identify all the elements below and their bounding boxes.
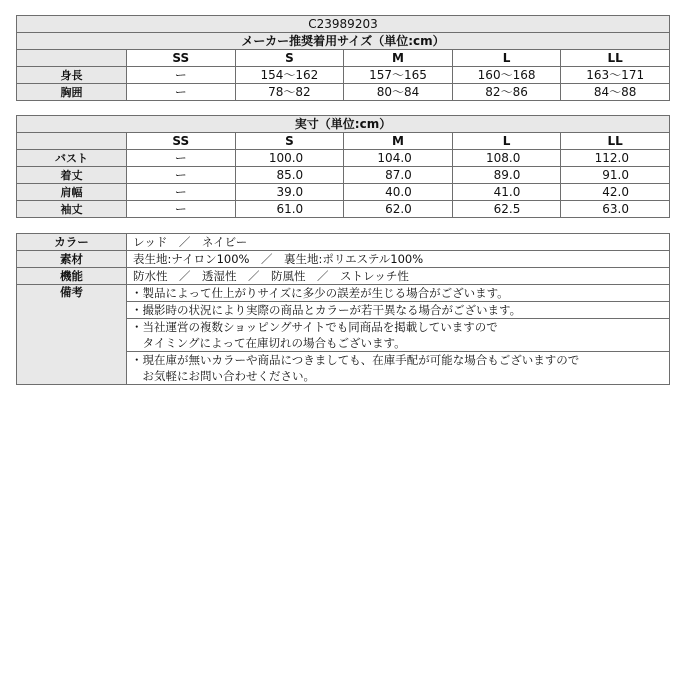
note-item bbox=[127, 352, 670, 385]
function-value: 防水性 ／ 透湿性 ／ 防風性 ／ ストレッチ性 bbox=[127, 268, 670, 285]
note-line: ・撮影時の状況により実際の商品とカラーが若干異なる場合がございます。 bbox=[131, 303, 522, 317]
note-item bbox=[127, 319, 670, 352]
table-cell: 87.0 bbox=[344, 167, 453, 184]
note-item bbox=[127, 285, 670, 302]
size-header: L bbox=[452, 133, 561, 150]
table-row bbox=[17, 150, 670, 167]
table-cell: 42.0 bbox=[561, 184, 670, 201]
size-header: LL bbox=[561, 50, 670, 67]
table-cell: 62.0 bbox=[344, 201, 453, 218]
detail-row-material bbox=[17, 251, 670, 268]
table-cell: 80〜84 bbox=[344, 84, 453, 101]
size-header: L bbox=[452, 50, 561, 67]
table-cell: ー bbox=[127, 184, 236, 201]
table-cell: 62.5 bbox=[452, 201, 561, 218]
table-cell: ー bbox=[127, 67, 236, 84]
recommended-size-table bbox=[16, 15, 670, 101]
recommended-title: メーカー推奨着用サイズ（単位:cm） bbox=[17, 33, 670, 50]
table-cell: 89.0 bbox=[452, 167, 561, 184]
color-value: レッド ／ ネイビー bbox=[127, 234, 670, 251]
row-label-height: 身長 bbox=[17, 67, 127, 84]
actual-title: 実寸（単位:cm） bbox=[17, 116, 670, 133]
table-cell: 154〜162 bbox=[235, 67, 344, 84]
material-label: 素材 bbox=[17, 251, 127, 268]
size-header: LL bbox=[561, 133, 670, 150]
size-header-row bbox=[17, 50, 670, 67]
table-cell: ー bbox=[127, 84, 236, 101]
note-line: お気軽にお問い合わせください。 bbox=[131, 369, 315, 383]
row-label-length: 着丈 bbox=[17, 167, 127, 184]
size-header: S bbox=[235, 50, 344, 67]
product-code: C23989203 bbox=[17, 16, 670, 33]
table-row bbox=[17, 84, 670, 101]
table-cell: 104.0 bbox=[344, 150, 453, 167]
detail-row-color bbox=[17, 234, 670, 251]
size-header: SS bbox=[127, 50, 236, 67]
table-row bbox=[17, 184, 670, 201]
function-label: 機能 bbox=[17, 268, 127, 285]
table-cell: 108.0 bbox=[452, 150, 561, 167]
table-row bbox=[17, 201, 670, 218]
table-cell: 61.0 bbox=[235, 201, 344, 218]
corner-cell bbox=[17, 133, 127, 150]
table-cell: 40.0 bbox=[344, 184, 453, 201]
note-item bbox=[127, 302, 670, 319]
table-row bbox=[17, 67, 670, 84]
table-cell: ー bbox=[127, 167, 236, 184]
row-label-shoulder: 肩幅 bbox=[17, 184, 127, 201]
table-cell: 100.0 bbox=[235, 150, 344, 167]
table-cell: 160〜168 bbox=[452, 67, 561, 84]
color-label: カラー bbox=[17, 234, 127, 251]
table-cell: 84〜88 bbox=[561, 84, 670, 101]
size-header: M bbox=[344, 50, 453, 67]
row-label-chest: 胸囲 bbox=[17, 84, 127, 101]
notes-label: 備考 bbox=[17, 285, 127, 385]
table-cell: 78〜82 bbox=[235, 84, 344, 101]
table-cell: 63.0 bbox=[561, 201, 670, 218]
table-title-row bbox=[17, 116, 670, 133]
note-line: ・現在庫が無いカラーや商品につきましても、在庫手配が可能な場合もございますので bbox=[131, 353, 580, 367]
table-cell: 85.0 bbox=[235, 167, 344, 184]
table-title-row bbox=[17, 33, 670, 50]
table-cell: 39.0 bbox=[235, 184, 344, 201]
table-cell: 91.0 bbox=[561, 167, 670, 184]
table-cell: 41.0 bbox=[452, 184, 561, 201]
material-value: 表生地:ナイロン100% ／ 裏生地:ポリエステル100% bbox=[127, 251, 670, 268]
product-code-row bbox=[17, 16, 670, 33]
table-cell: 112.0 bbox=[561, 150, 670, 167]
size-header: S bbox=[235, 133, 344, 150]
note-line: ・当社運営の複数ショッピングサイトでも同商品を掲載していますので bbox=[131, 320, 498, 334]
note-line: タイミングによって在庫切れの場合もございます。 bbox=[131, 336, 406, 350]
detail-row-notes bbox=[17, 285, 670, 302]
table-row bbox=[17, 167, 670, 184]
table-cell: 157〜165 bbox=[344, 67, 453, 84]
note-line: ・製品によって仕上がりサイズに多少の誤差が生じる場合がございます。 bbox=[131, 286, 509, 300]
actual-size-table bbox=[16, 115, 670, 218]
size-header: SS bbox=[127, 133, 236, 150]
row-label-sleeve: 袖丈 bbox=[17, 201, 127, 218]
size-header: M bbox=[344, 133, 453, 150]
size-header-row bbox=[17, 133, 670, 150]
table-cell: ー bbox=[127, 201, 236, 218]
corner-cell bbox=[17, 50, 127, 67]
product-details-table bbox=[16, 233, 670, 385]
table-cell: 163〜171 bbox=[561, 67, 670, 84]
table-cell: 82〜86 bbox=[452, 84, 561, 101]
table-cell: ー bbox=[127, 150, 236, 167]
detail-row-function bbox=[17, 268, 670, 285]
row-label-bust: バスト bbox=[17, 150, 127, 167]
